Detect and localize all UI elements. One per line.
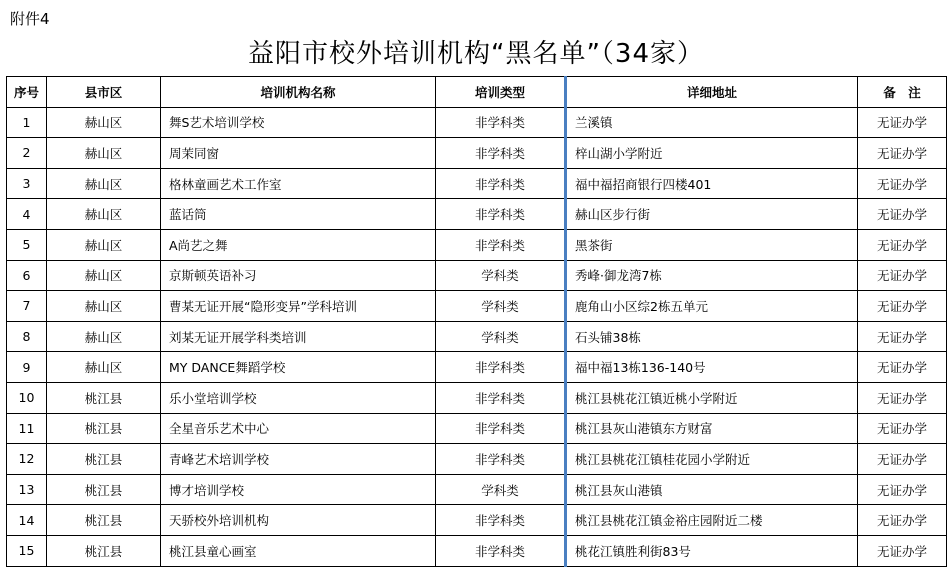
table-row (7, 321, 947, 352)
cell-county: 赫山区 (47, 291, 161, 322)
cell-type: 非学科类 (436, 138, 566, 169)
cell-address: 赫山区步行街 (566, 199, 858, 230)
table-row (7, 535, 947, 566)
cell-county: 赫山区 (47, 168, 161, 199)
header-index: 序号 (7, 77, 47, 108)
cell-remark: 无证办学 (858, 168, 947, 199)
cell-remark: 无证办学 (858, 413, 947, 444)
cell-index: 15 (7, 535, 47, 566)
cell-index: 1 (7, 107, 47, 138)
cell-address: 福中福招商银行四楼401 (566, 168, 858, 199)
table-row (7, 382, 947, 413)
table-row (7, 444, 947, 475)
cell-type: 非学科类 (436, 107, 566, 138)
cell-index: 5 (7, 229, 47, 260)
cell-remark: 无证办学 (858, 291, 947, 322)
cell-address: 石头铺38栋 (566, 321, 858, 352)
table-row (7, 199, 947, 230)
cell-index: 2 (7, 138, 47, 169)
cell-type: 学科类 (436, 474, 566, 505)
cell-address: 福中福13栋136-140号 (566, 352, 858, 383)
cell-county: 桃江县 (47, 444, 161, 475)
cell-type: 非学科类 (436, 229, 566, 260)
cell-institution: 舞S艺术培训学校 (161, 107, 436, 138)
cell-type: 非学科类 (436, 168, 566, 199)
cell-address: 秀峰·御龙湾7栋 (566, 260, 858, 291)
cell-county: 赫山区 (47, 352, 161, 383)
header-address: 详细地址 (566, 77, 858, 108)
cell-remark: 无证办学 (858, 382, 947, 413)
cell-type: 非学科类 (436, 505, 566, 536)
header-type: 培训类型 (436, 77, 566, 108)
cell-remark: 无证办学 (858, 229, 947, 260)
cell-address: 桃花江镇胜利街83号 (566, 535, 858, 566)
cell-type: 非学科类 (436, 413, 566, 444)
table-header-row (7, 77, 947, 108)
cell-type: 非学科类 (436, 444, 566, 475)
cell-institution: A尚艺之舞 (161, 229, 436, 260)
header-institution: 培训机构名称 (161, 77, 436, 108)
blacklist-table (6, 76, 947, 567)
cell-county: 赫山区 (47, 199, 161, 230)
table-row (7, 352, 947, 383)
cell-type: 学科类 (436, 291, 566, 322)
cell-address: 桃江县灰山港镇东方财富 (566, 413, 858, 444)
cell-address: 鹿角山小区综2栋五单元 (566, 291, 858, 322)
cell-type: 非学科类 (436, 382, 566, 413)
cell-index: 12 (7, 444, 47, 475)
cell-index: 7 (7, 291, 47, 322)
cell-institution: 蓝话筒 (161, 199, 436, 230)
cell-county: 赫山区 (47, 229, 161, 260)
cell-institution: 京斯顿英语补习 (161, 260, 436, 291)
cell-address: 桃江县桃花江镇近桃小学附近 (566, 382, 858, 413)
table-row (7, 260, 947, 291)
cell-institution: 周茉同窗 (161, 138, 436, 169)
cell-remark: 无证办学 (858, 505, 947, 536)
cell-index: 13 (7, 474, 47, 505)
table-row (7, 474, 947, 505)
cell-county: 桃江县 (47, 413, 161, 444)
cell-remark: 无证办学 (858, 199, 947, 230)
cell-county: 赫山区 (47, 321, 161, 352)
cell-county: 桃江县 (47, 505, 161, 536)
cell-address: 梓山湖小学附近 (566, 138, 858, 169)
header-remark: 备 注 (858, 77, 947, 108)
cell-county: 桃江县 (47, 382, 161, 413)
cell-institution: 刘某无证开展学科类培训 (161, 321, 436, 352)
cell-type: 学科类 (436, 260, 566, 291)
cell-index: 14 (7, 505, 47, 536)
cell-index: 6 (7, 260, 47, 291)
cell-index: 8 (7, 321, 47, 352)
cell-index: 3 (7, 168, 47, 199)
cell-institution: 全星音乐艺术中心 (161, 413, 436, 444)
table-row (7, 505, 947, 536)
cell-index: 9 (7, 352, 47, 383)
cell-county: 桃江县 (47, 474, 161, 505)
cell-type: 学科类 (436, 321, 566, 352)
cell-institution: 曹某无证开展“隐形变异”学科培训 (161, 291, 436, 322)
cell-type: 非学科类 (436, 535, 566, 566)
cell-remark: 无证办学 (858, 321, 947, 352)
cell-remark: 无证办学 (858, 352, 947, 383)
cell-county: 赫山区 (47, 138, 161, 169)
cell-remark: 无证办学 (858, 260, 947, 291)
cell-institution: MY DANCE舞蹈学校 (161, 352, 436, 383)
cell-county: 桃江县 (47, 535, 161, 566)
cell-remark: 无证办学 (858, 535, 947, 566)
cell-address: 桃江县桃花江镇桂花园小学附近 (566, 444, 858, 475)
table-row (7, 291, 947, 322)
attachment-label: 附件4 (10, 10, 50, 28)
cell-address: 桃江县桃花江镇金裕庄园附近二楼 (566, 505, 858, 536)
table-row (7, 413, 947, 444)
cell-remark: 无证办学 (858, 474, 947, 505)
cell-remark: 无证办学 (858, 444, 947, 475)
cell-address: 兰溪镇 (566, 107, 858, 138)
page-title: 益阳市校外培训机构“黑名单”（34家） (247, 39, 705, 69)
table-row (7, 107, 947, 138)
cell-type: 非学科类 (436, 199, 566, 230)
cell-county: 赫山区 (47, 107, 161, 138)
cell-type: 非学科类 (436, 352, 566, 383)
cell-county: 赫山区 (47, 260, 161, 291)
cell-remark: 无证办学 (858, 138, 947, 169)
cell-index: 4 (7, 199, 47, 230)
cell-index: 11 (7, 413, 47, 444)
cell-institution: 桃江县童心画室 (161, 535, 436, 566)
table-row (7, 138, 947, 169)
cell-address: 桃江县灰山港镇 (566, 474, 858, 505)
table-row (7, 229, 947, 260)
cell-institution: 博才培训学校 (161, 474, 436, 505)
cell-institution: 格林童画艺术工作室 (161, 168, 436, 199)
table-row (7, 168, 947, 199)
cell-remark: 无证办学 (858, 107, 947, 138)
cell-address: 黑茶街 (566, 229, 858, 260)
cell-institution: 乐小堂培训学校 (161, 382, 436, 413)
cell-index: 10 (7, 382, 47, 413)
header-county: 县市区 (47, 77, 161, 108)
cell-institution: 天骄校外培训机构 (161, 505, 436, 536)
cell-institution: 青峰艺术培训学校 (161, 444, 436, 475)
